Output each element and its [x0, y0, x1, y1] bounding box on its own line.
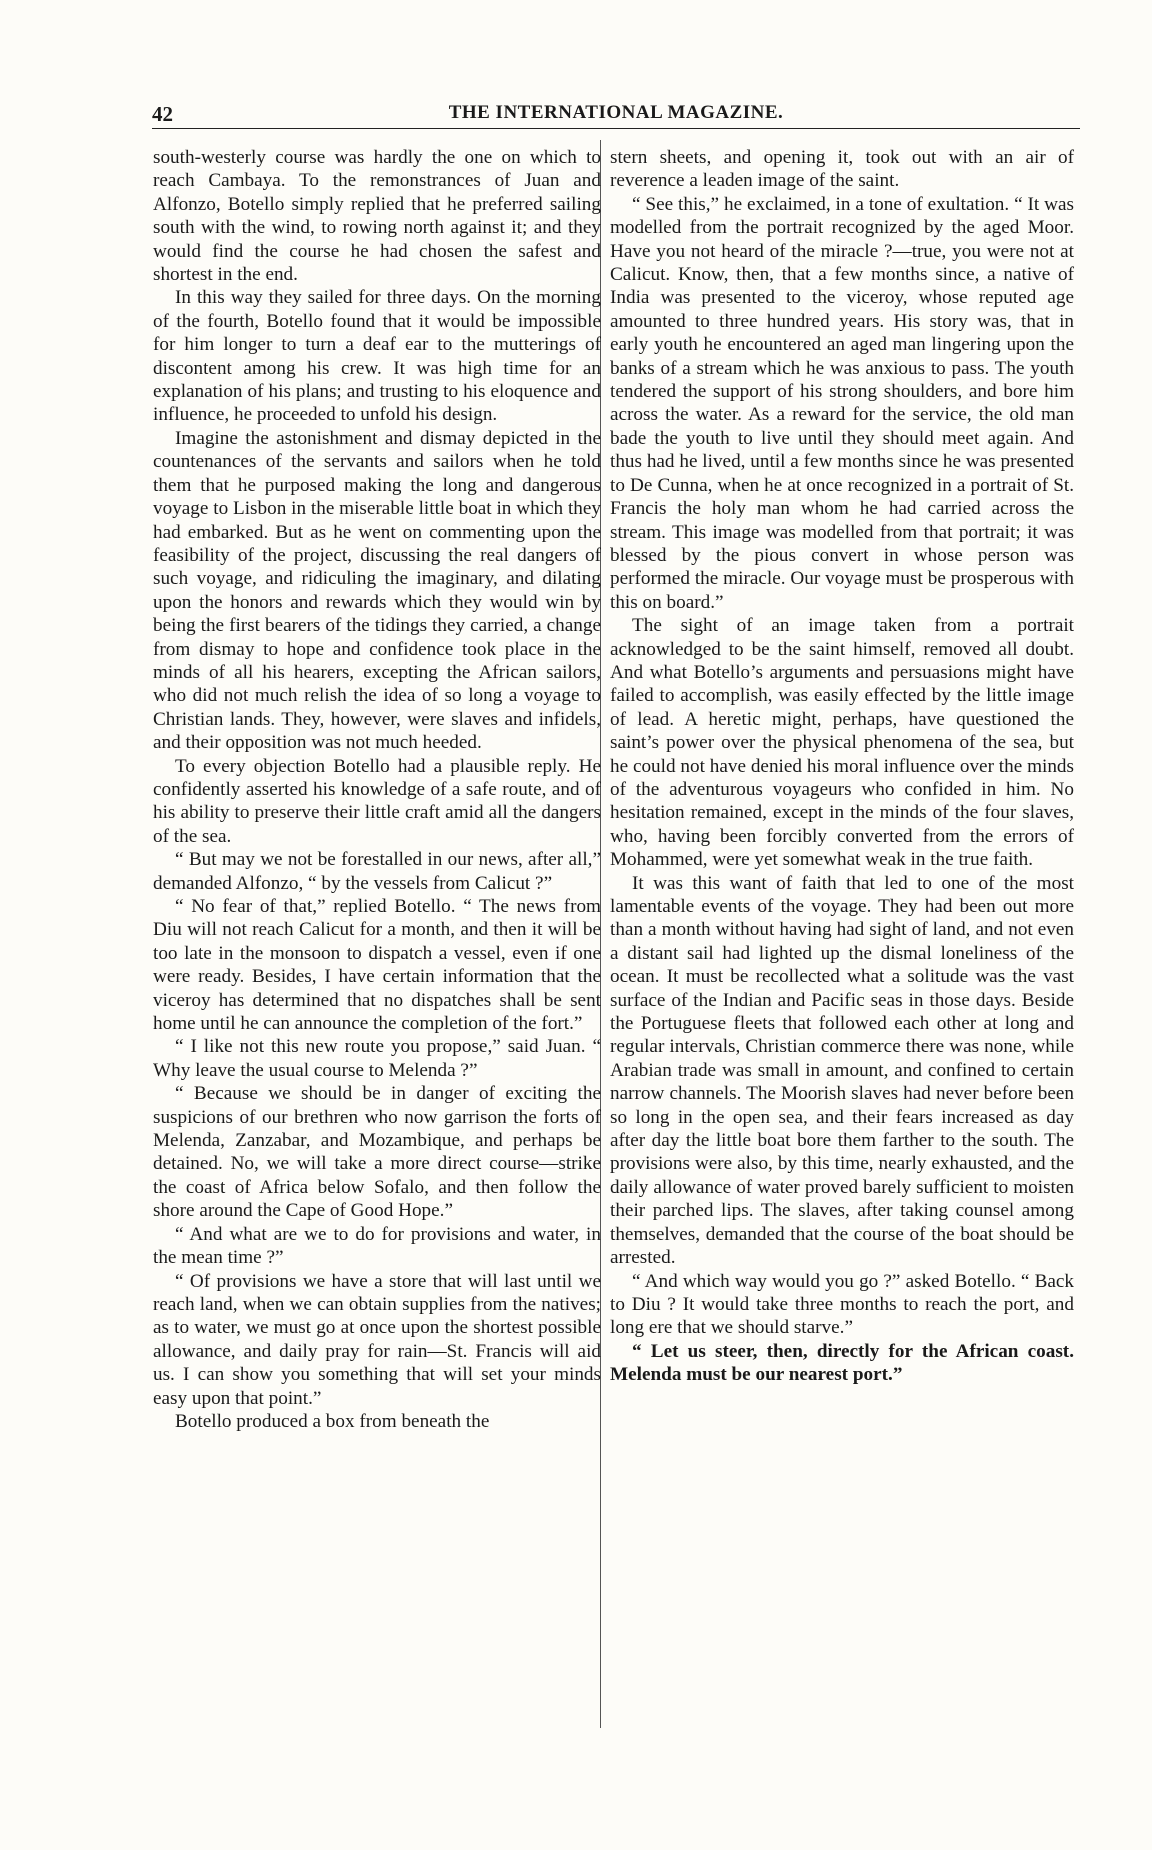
- paragraph: The sight of an image taken from a portrait acknowledged to be the saint himself, removed all doubt. And what Botello’s arguments and persuasions might have failed to accomplish, was easily effected by the little image of lead. A heretic might, perhaps, have questioned the saint’s power over the physical phenomena of the sea, but he could not have denied his moral influence over the minds of the adventurous voyageurs who confided in him. No hesitation remained, except in the minds of the four slaves, who, having been forcibly converted from the errors of Mohammed, were yet somewhat weak in the true faith.: [610, 615, 1074, 871]
- left-column: [153, 146, 601, 1433]
- paragraph: “ But may we not be forestalled in our news, after all,” demanded Alfonzo, “ by the vessels from Calicut ?”: [153, 849, 601, 894]
- paragraph: “ I like not this new route you propose,” said Juan. “ Why leave the usual course to Melenda ?”: [153, 1036, 601, 1081]
- paragraph: “ Let us steer, then, directly for the African coast. Melenda must be our nearest port.”: [610, 1340, 1074, 1386]
- paragraph: Imagine the astonishment and dismay depicted in the countenances of the servants and sailors when he told them that he purposed making the long and dangerous voyage to Lisbon in the miserable little boat in which they had embarked. But as he went on commenting upon the feasibility of the project, discussing the real dangers of such voyage, and ridiculing the imaginary, and dilating upon the honors and rewards which they would win by being the first bearers of the tidings they carried, a change from dismay to hope and confidence took place in the minds of all his hearers, excepting the African sailors, who did not much relish the idea of so long a voyage to Christian lands. They, however, were slaves and infidels, and their opposition was not much heeded.: [153, 427, 601, 754]
- paragraph: stern sheets, and opening it, took out with an air of reverence a leaden image of the saint.: [610, 147, 1074, 192]
- paragraph: Botello produced a box from beneath the: [175, 1410, 490, 1432]
- page-number: 42: [152, 102, 173, 126]
- paragraph: In this way they sailed for three days. On the morning of the fourth, Botello found that it would be impossible for him longer to turn a deaf ear to the mutterings of discontent among his crew. It was high time for an explanation of his plans; and trusting to his eloquence and influence, he proceeded to unfold his design.: [153, 287, 601, 426]
- paragraph: It was this want of faith that led to one of the most lamentable events of the voyage. They had been out more than a month without having had sight of land, and not even a distant sail had lighted up the dismal loneliness of the ocean. It must be recollected what a solitude was the vast surface of the Indian and Pacific seas in those days. Beside the Portuguese fleets that followed each other at long and regular intervals, Christian commerce there was none, while Arabian trade was small in amount, and confined to certain narrow channels. The Moorish slaves had never before been so long in the open sea, and their fears increased as day after day the little boat bore them farther to the south. The provisions were also, by this time, nearly exhausted, and the daily allowance of water proved barely sufficient to moisten their parched lips. The slaves, after taking counsel among themselves, demanded that the course of the boat should be arrested.: [610, 872, 1074, 1269]
- running-title: THE INTERNATIONAL MAGAZINE.: [448, 102, 784, 123]
- paragraph: “ See this,” he exclaimed, in a tone of exultation. “ It was modelled from the portrait recognized by the aged Moor. Have you not heard of the miracle ?—true, you were not at Calicut. Know, then, that a few months since, a native of India was presented to the viceroy, whose reputed age amounted to three hundred years. His story was, that in early youth he encountered an aged man lingering upon the banks of a stream which he was anxious to pass. The youth tendered the support of his strong shoulders, and bore him across the water. As a reward for the service, the old man bade the youth to live until they should meet again. And thus had he lived, until a few months since he was presented to De Cunna, when he at once recognized in a portrait of St. Francis the holy man whom he had carried across the stream. This image was modelled from that portrait; it was blessed by the pious convert in whose person was performed the miracle. Our voyage must be prosperous with this on board.”: [610, 193, 1074, 613]
- paragraph: “ And what are we to do for provisions and water, in the mean time ?”: [153, 1223, 601, 1269]
- paragraph: “ Because we should be in danger of exciting the suspicions of our brethren who now garrison the forts of Melenda, Zanzabar, and Mozambique, and perhaps be detained. No, we will take a more direct course—strike the coast of Africa below Sofalo, and then follow the shore around the Cape of Good Hope.”: [153, 1083, 601, 1222]
- paragraph: south-westerly course was hardly the one on which to reach Cambaya. To the remonstrances of Juan and Alfonzo, Botello simply replied that he preferred sailing south with the wind, to rowing north against it; and they would find the course he had chosen the safest and shortest in the end.: [153, 147, 601, 286]
- paragraph: To every objection Botello had a plausible reply. He confidently asserted his knowledge of a safe route, and of his ability to preserve their little craft amid all the dangers of the sea.: [153, 755, 601, 847]
- paragraph: “ No fear of that,” replied Botello. “ The news from Diu will not reach Calicut for a month, and then it will be too late in the monsoon to dispatch a vessel, even if one were ready. Besides, I have certain information that the viceroy has determined that no dispatches shall be sent home until he can announce the completion of the fort.”: [153, 896, 601, 1035]
- page-header: [152, 102, 1080, 129]
- paragraph: “ Of provisions we have a store that will last until we reach land, when we can obtain supplies from the natives; as to water, we must go at once upon the shortest possible allowance, and daily pray for rain—St. Francis will aid us. I can show you something that will set your minds easy upon that point.”: [153, 1270, 601, 1409]
- paragraph: “ And which way would you go ?” asked Botello. “ Back to Diu ? It would take three months to reach the port, and long ere that we should starve.”: [610, 1270, 1074, 1339]
- right-column: [610, 146, 1074, 1387]
